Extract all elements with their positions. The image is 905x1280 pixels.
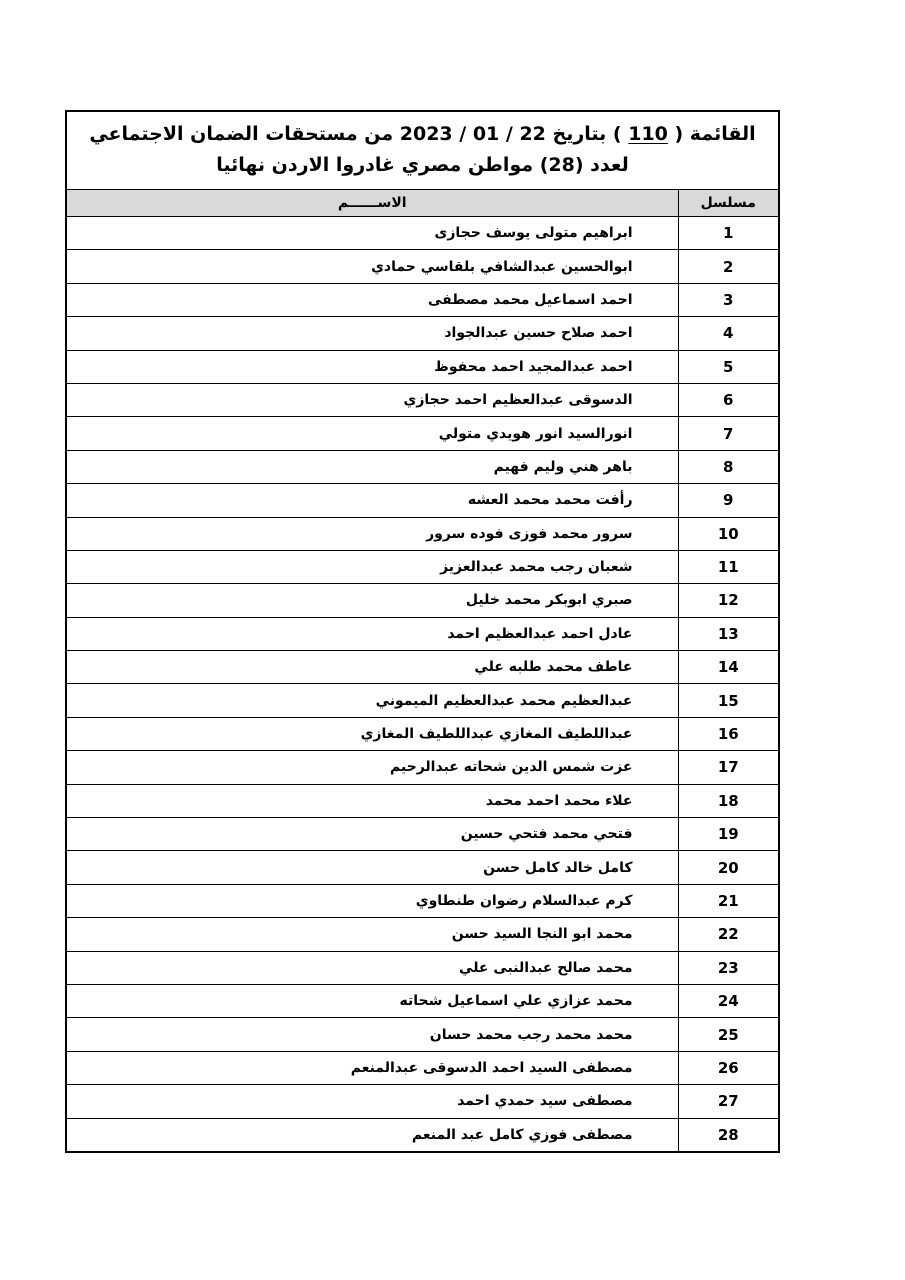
row-serial: 23 [678, 951, 778, 984]
row-name: محمد محمد رجب محمد حسان [67, 1018, 678, 1051]
table-row [67, 717, 778, 750]
row-serial: 16 [678, 717, 778, 750]
row-serial: 28 [678, 1118, 778, 1151]
row-name: عاطف محمد طلبه علي [67, 651, 678, 684]
serial-column-header: مسلسل [678, 190, 778, 217]
table-row [67, 617, 778, 650]
name-column-header: الاســــــم [67, 190, 678, 217]
row-serial: 11 [678, 550, 778, 583]
row-name: رأفت محمد محمد العشه [67, 484, 678, 517]
row-name: باهر هني وليم فهيم [67, 450, 678, 483]
table-row [67, 1051, 778, 1084]
row-serial: 17 [678, 751, 778, 784]
row-name: محمد صالح عبدالنبى علي [67, 951, 678, 984]
table-row [67, 484, 778, 517]
list-number: 110 [628, 123, 668, 145]
row-serial: 19 [678, 818, 778, 851]
table-row [67, 1018, 778, 1051]
table-row [67, 1118, 778, 1151]
row-name: عزت شمس الدين شحاته عبدالرحيم [67, 751, 678, 784]
list-document [65, 110, 780, 1153]
row-serial: 15 [678, 684, 778, 717]
row-serial: 7 [678, 417, 778, 450]
row-name: علاء محمد احمد محمد [67, 784, 678, 817]
table-row [67, 684, 778, 717]
row-name: الدسوقى عبدالعظيم احمد حجازي [67, 383, 678, 416]
table-row [67, 317, 778, 350]
row-name: محمد ابو النجا السيد حسن [67, 918, 678, 951]
row-name: مصطفى فوزي كامل عبد المنعم [67, 1118, 678, 1151]
row-serial: 1 [678, 217, 778, 250]
row-serial: 5 [678, 350, 778, 383]
row-name: انورالسيد انور هويدي متولي [67, 417, 678, 450]
table-row [67, 217, 778, 250]
row-name: كامل خالد كامل حسن [67, 851, 678, 884]
row-name: احمد عبدالمجيد احمد محفوظ [67, 350, 678, 383]
document-title [67, 112, 778, 190]
row-name: كرم عبدالسلام رضوان طنطاوي [67, 884, 678, 917]
row-name: سرور محمد فوزى فوده سرور [67, 517, 678, 550]
table-row [67, 651, 778, 684]
table-row [67, 550, 778, 583]
row-serial: 6 [678, 383, 778, 416]
title-line-1 [73, 119, 772, 150]
row-serial: 18 [678, 784, 778, 817]
table-row [67, 250, 778, 283]
table-row [67, 818, 778, 851]
row-name: عبدالعظيم محمد عبدالعظيم الميموني [67, 684, 678, 717]
table-row [67, 918, 778, 951]
row-name: مصطفى السيد احمد الدسوقى عبدالمنعم [67, 1051, 678, 1084]
row-serial: 22 [678, 918, 778, 951]
row-serial: 2 [678, 250, 778, 283]
table-row [67, 751, 778, 784]
row-name: محمد عزازي علي اسماعيل شحاته [67, 984, 678, 1017]
names-table [67, 190, 778, 1151]
row-serial: 10 [678, 517, 778, 550]
row-serial: 13 [678, 617, 778, 650]
row-name: ابراهيم متولى يوسف حجازى [67, 217, 678, 250]
table-header-row [67, 190, 778, 217]
row-name: عبداللطيف المغازي عبداللطيف المغازي [67, 717, 678, 750]
table-row [67, 283, 778, 316]
row-name: صبري ابوبكر محمد خليل [67, 584, 678, 617]
table-row [67, 784, 778, 817]
table-row [67, 851, 778, 884]
row-name: احمد صلاح حسين عبدالجواد [67, 317, 678, 350]
row-name: عادل احمد عبدالعظيم احمد [67, 617, 678, 650]
row-serial: 27 [678, 1085, 778, 1118]
row-name: شعبان رجب محمد عبدالعزيز [67, 550, 678, 583]
row-serial: 12 [678, 584, 778, 617]
row-serial: 24 [678, 984, 778, 1017]
table-row [67, 884, 778, 917]
row-serial: 25 [678, 1018, 778, 1051]
row-serial: 14 [678, 651, 778, 684]
title-part-1: القائمة ( [667, 123, 756, 145]
table-row [67, 517, 778, 550]
table-row [67, 1085, 778, 1118]
table-row [67, 450, 778, 483]
table-row [67, 350, 778, 383]
row-name: فتحي محمد فتحي حسين [67, 818, 678, 851]
row-serial: 8 [678, 450, 778, 483]
row-name: مصطفى سيد حمدي احمد [67, 1085, 678, 1118]
row-serial: 21 [678, 884, 778, 917]
title-line-2: لعدد (28) مواطن مصري غادروا الاردن نهائيا [216, 154, 629, 176]
table-row [67, 984, 778, 1017]
row-name: ابوالحسين عبدالشافي بلقاسي حمادي [67, 250, 678, 283]
row-name: احمد اسماعيل محمد مصطفى [67, 283, 678, 316]
table-row [67, 951, 778, 984]
row-serial: 9 [678, 484, 778, 517]
row-serial: 4 [678, 317, 778, 350]
table-row [67, 584, 778, 617]
row-serial: 3 [678, 283, 778, 316]
table-row [67, 383, 778, 416]
title-part-2: ) بتاريخ 22 / 01 / 2023 من مستحقات الضمان الاجتماعي [89, 123, 629, 145]
row-serial: 26 [678, 1051, 778, 1084]
row-serial: 20 [678, 851, 778, 884]
names-table-body [67, 217, 778, 1151]
table-row [67, 417, 778, 450]
